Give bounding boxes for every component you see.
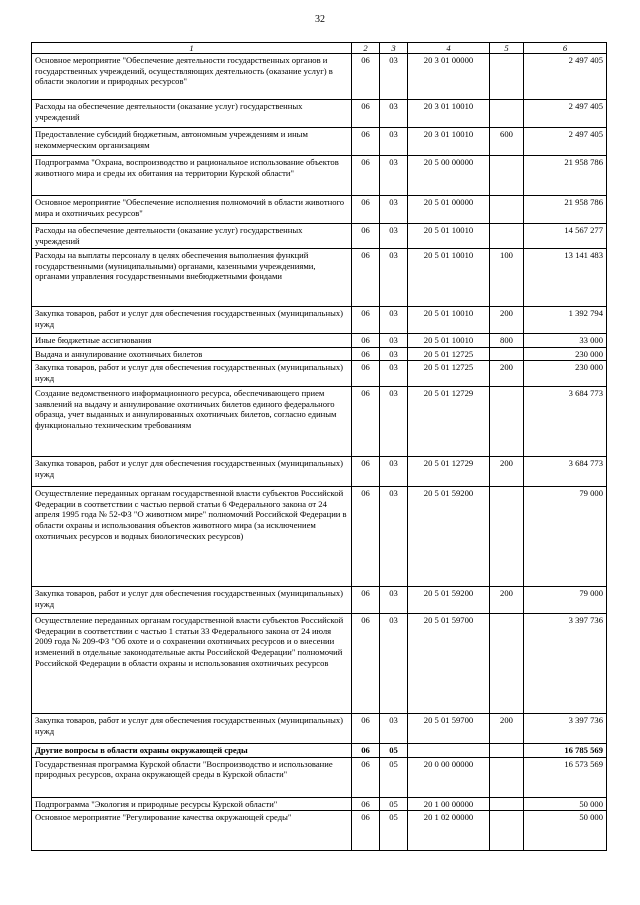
row-name-cell: Закупка товаров, работ и услуг для обеспечения государственных (муниципальных) нужд: [32, 307, 352, 334]
row-name-cell: Закупка товаров, работ и услуг для обеспечения государственных (муниципальных) нужд: [32, 714, 352, 744]
row-name-cell: Иные бюджетные ассигнования: [32, 334, 352, 348]
row-expense-type-cell: [490, 614, 524, 714]
row-amount-cell: 2 497 405: [524, 100, 607, 128]
row-name-cell: Основное мероприятие "Обеспечение деятельности государственных органов и государственных учреждений, осуществляющих деятельность (оказание услуг) в области экологии и природных ресурсов": [32, 54, 352, 100]
table-row: [32, 757, 607, 797]
table-row: [32, 156, 607, 196]
row-name-cell: Основное мероприятие "Регулирование качества окружающей среды": [32, 811, 352, 851]
row-target-item-cell: 20 5 01 12729: [408, 387, 490, 457]
row-section-cell: 06: [352, 347, 380, 361]
row-subsection-cell: 03: [380, 347, 408, 361]
table-header-row: [32, 43, 607, 54]
row-expense-type-cell: 200: [490, 361, 524, 387]
row-name-cell: Основное мероприятие "Обеспечение исполнения полномочий в области животного мира и охотничьих ресурсов": [32, 196, 352, 224]
row-subsection-cell: 03: [380, 334, 408, 348]
row-expense-type-cell: [490, 757, 524, 797]
column-header-section: 2: [352, 43, 380, 54]
table-row: [32, 249, 607, 307]
column-header-amount: 6: [524, 43, 607, 54]
row-section-cell: 06: [352, 387, 380, 457]
row-expense-type-cell: [490, 387, 524, 457]
row-subsection-cell: 03: [380, 128, 408, 156]
row-section-cell: 06: [352, 714, 380, 744]
row-amount-cell: 33 000: [524, 334, 607, 348]
row-amount-cell: 230 000: [524, 347, 607, 361]
row-expense-type-cell: 200: [490, 587, 524, 614]
row-expense-type-cell: 200: [490, 457, 524, 487]
row-name-cell: Закупка товаров, работ и услуг для обеспечения государственных (муниципальных) нужд: [32, 457, 352, 487]
table-row: [32, 100, 607, 128]
row-section-cell: 06: [352, 811, 380, 851]
row-subsection-cell: 03: [380, 196, 408, 224]
row-subsection-cell: 03: [380, 457, 408, 487]
row-subsection-cell: 03: [380, 224, 408, 249]
table-row: [32, 797, 607, 811]
row-expense-type-cell: [490, 224, 524, 249]
row-section-cell: 06: [352, 757, 380, 797]
row-target-item-cell: 20 5 01 12725: [408, 347, 490, 361]
row-target-item-cell: 20 1 02 00000: [408, 811, 490, 851]
row-name-cell: Подпрограмма "Охрана, воспроизводство и рациональное использование объектов животного мира и среды их обитания на территории Курской области": [32, 156, 352, 196]
table-row: [32, 457, 607, 487]
row-section-cell: 06: [352, 128, 380, 156]
row-amount-cell: 3 684 773: [524, 457, 607, 487]
row-subsection-cell: 05: [380, 757, 408, 797]
table-row: [32, 811, 607, 851]
row-target-item-cell: 20 3 01 10010: [408, 128, 490, 156]
row-section-cell: 06: [352, 487, 380, 587]
table-row: [32, 587, 607, 614]
table-row: [32, 614, 607, 714]
table-row: [32, 347, 607, 361]
row-section-cell: 06: [352, 744, 380, 758]
table-row: [32, 128, 607, 156]
row-name-cell: Создание ведомственного информационного ресурса, обеспечивающего прием заявлений на выдачу и аннулирование охотничьих билетов единого федерального образца, учет выданных и аннулированных охотничьих билетов, согласно единым функционально техническим требованиям: [32, 387, 352, 457]
row-amount-cell: 16 785 569: [524, 744, 607, 758]
row-target-item-cell: 20 1 00 00000: [408, 797, 490, 811]
row-expense-type-cell: 200: [490, 714, 524, 744]
row-amount-cell: 79 000: [524, 587, 607, 614]
row-expense-type-cell: 100: [490, 249, 524, 307]
row-section-cell: 06: [352, 307, 380, 334]
row-section-cell: 06: [352, 361, 380, 387]
row-amount-cell: 13 141 483: [524, 249, 607, 307]
row-name-cell: Расходы на выплаты персоналу в целях обеспечения выполнения функций государственными (муниципальными) органами, казенными учреждениями, органами управления государственными внебюджетными фондами: [32, 249, 352, 307]
row-amount-cell: 3 397 736: [524, 714, 607, 744]
row-subsection-cell: 03: [380, 487, 408, 587]
row-subsection-cell: 03: [380, 387, 408, 457]
row-expense-type-cell: [490, 196, 524, 224]
row-section-cell: 06: [352, 614, 380, 714]
table-row: [32, 224, 607, 249]
page-number: 32: [315, 14, 325, 25]
table-row: [32, 714, 607, 744]
row-amount-cell: 14 567 277: [524, 224, 607, 249]
row-subsection-cell: 03: [380, 361, 408, 387]
row-target-item-cell: 20 5 01 10010: [408, 307, 490, 334]
row-section-cell: 06: [352, 156, 380, 196]
row-name-cell: Предоставление субсидий бюджетным, автономным учреждениям и иным некоммерческим организациям: [32, 128, 352, 156]
row-amount-cell: 2 497 405: [524, 128, 607, 156]
row-name-cell: Закупка товаров, работ и услуг для обеспечения государственных (муниципальных) нужд: [32, 361, 352, 387]
row-subsection-cell: 03: [380, 587, 408, 614]
column-header-target-item: 4: [408, 43, 490, 54]
row-amount-cell: 3 684 773: [524, 387, 607, 457]
table-row: [32, 307, 607, 334]
row-expense-type-cell: [490, 347, 524, 361]
row-expense-type-cell: [490, 54, 524, 100]
row-expense-type-cell: [490, 797, 524, 811]
budget-table: [31, 42, 607, 851]
row-subsection-cell: 05: [380, 811, 408, 851]
row-section-cell: 06: [352, 224, 380, 249]
row-amount-cell: 50 000: [524, 797, 607, 811]
row-name-cell: Расходы на обеспечение деятельности (оказание услуг) государственных учреждений: [32, 100, 352, 128]
row-target-item-cell: 20 0 00 00000: [408, 757, 490, 797]
row-expense-type-cell: 200: [490, 307, 524, 334]
row-expense-type-cell: [490, 811, 524, 851]
row-section-cell: 06: [352, 249, 380, 307]
row-subsection-cell: 03: [380, 714, 408, 744]
column-header-subsection: 3: [380, 43, 408, 54]
row-target-item-cell: [408, 744, 490, 758]
row-target-item-cell: 20 5 01 12729: [408, 457, 490, 487]
row-amount-cell: 3 397 736: [524, 614, 607, 714]
table-row: [32, 487, 607, 587]
row-section-cell: 06: [352, 196, 380, 224]
row-target-item-cell: 20 5 01 10010: [408, 334, 490, 348]
row-name-cell: Выдача и аннулирование охотничьих билетов: [32, 347, 352, 361]
row-name-cell: Закупка товаров, работ и услуг для обеспечения государственных (муниципальных) нужд: [32, 587, 352, 614]
row-expense-type-cell: 800: [490, 334, 524, 348]
row-target-item-cell: 20 3 01 10010: [408, 100, 490, 128]
table-row: [32, 744, 607, 758]
table-row: [32, 196, 607, 224]
row-subsection-cell: 03: [380, 54, 408, 100]
row-target-item-cell: 20 5 01 10010: [408, 224, 490, 249]
row-target-item-cell: 20 3 01 00000: [408, 54, 490, 100]
column-header-name: 1: [32, 43, 352, 54]
row-name-cell: Осуществление переданных органам государственной власти субъектов Российской Федерации в соответствии с частью первой статьи 6 Федерального закона от 24 апреля 1995 года № 52-ФЗ "О животном мире" полномочий Российской Федерации в области охраны и использования объектов животного мира (за исключением охотничьих ресурсов и водных биологических ресурсов): [32, 487, 352, 587]
row-amount-cell: 1 392 794: [524, 307, 607, 334]
row-section-cell: 06: [352, 457, 380, 487]
row-target-item-cell: 20 5 01 59200: [408, 487, 490, 587]
row-target-item-cell: 20 5 01 59700: [408, 714, 490, 744]
row-name-cell: Осуществление переданных органам государственной власти субъектов Российской Федерации в соответствии с частью 1 статьи 33 Федерального закона от 24 июля 2009 года № 209-ФЗ "Об охоте и о сохранении охотничьих ресурсов и о внесении изменений в отдельные законодательные акты Российской Федерации" полномочий Российской Федерации в области охраны и использования охотничьих ресурсов: [32, 614, 352, 714]
row-amount-cell: 79 000: [524, 487, 607, 587]
column-header-expense-type: 5: [490, 43, 524, 54]
row-target-item-cell: 20 5 01 59200: [408, 587, 490, 614]
row-expense-type-cell: [490, 487, 524, 587]
row-target-item-cell: 20 5 01 10010: [408, 249, 490, 307]
row-amount-cell: 2 497 405: [524, 54, 607, 100]
row-expense-type-cell: [490, 744, 524, 758]
row-subsection-cell: 03: [380, 249, 408, 307]
row-name-cell: Другие вопросы в области охраны окружающей среды: [32, 744, 352, 758]
table-row: [32, 334, 607, 348]
row-name-cell: Подпрограмма "Экология и природные ресурсы Курской области": [32, 797, 352, 811]
row-subsection-cell: 05: [380, 744, 408, 758]
row-name-cell: Государственная программа Курской области "Воспроизводство и использование природных ресурсов, охрана окружающей среды в Курской области": [32, 757, 352, 797]
row-section-cell: 06: [352, 334, 380, 348]
row-target-item-cell: 20 5 00 00000: [408, 156, 490, 196]
row-subsection-cell: 03: [380, 100, 408, 128]
row-target-item-cell: 20 5 01 00000: [408, 196, 490, 224]
row-amount-cell: 16 573 569: [524, 757, 607, 797]
row-section-cell: 06: [352, 797, 380, 811]
row-target-item-cell: 20 5 01 12725: [408, 361, 490, 387]
row-name-cell: Расходы на обеспечение деятельности (оказание услуг) государственных учреждений: [32, 224, 352, 249]
row-subsection-cell: 03: [380, 156, 408, 196]
row-subsection-cell: 05: [380, 797, 408, 811]
table-row: [32, 361, 607, 387]
row-amount-cell: 230 000: [524, 361, 607, 387]
row-section-cell: 06: [352, 100, 380, 128]
table-body: [32, 54, 607, 851]
row-expense-type-cell: [490, 100, 524, 128]
row-subsection-cell: 03: [380, 307, 408, 334]
table-row: [32, 54, 607, 100]
table-row: [32, 387, 607, 457]
row-amount-cell: 21 958 786: [524, 156, 607, 196]
row-amount-cell: 50 000: [524, 811, 607, 851]
row-subsection-cell: 03: [380, 614, 408, 714]
row-amount-cell: 21 958 786: [524, 196, 607, 224]
row-section-cell: 06: [352, 54, 380, 100]
row-target-item-cell: 20 5 01 59700: [408, 614, 490, 714]
row-expense-type-cell: 600: [490, 128, 524, 156]
row-section-cell: 06: [352, 587, 380, 614]
row-expense-type-cell: [490, 156, 524, 196]
